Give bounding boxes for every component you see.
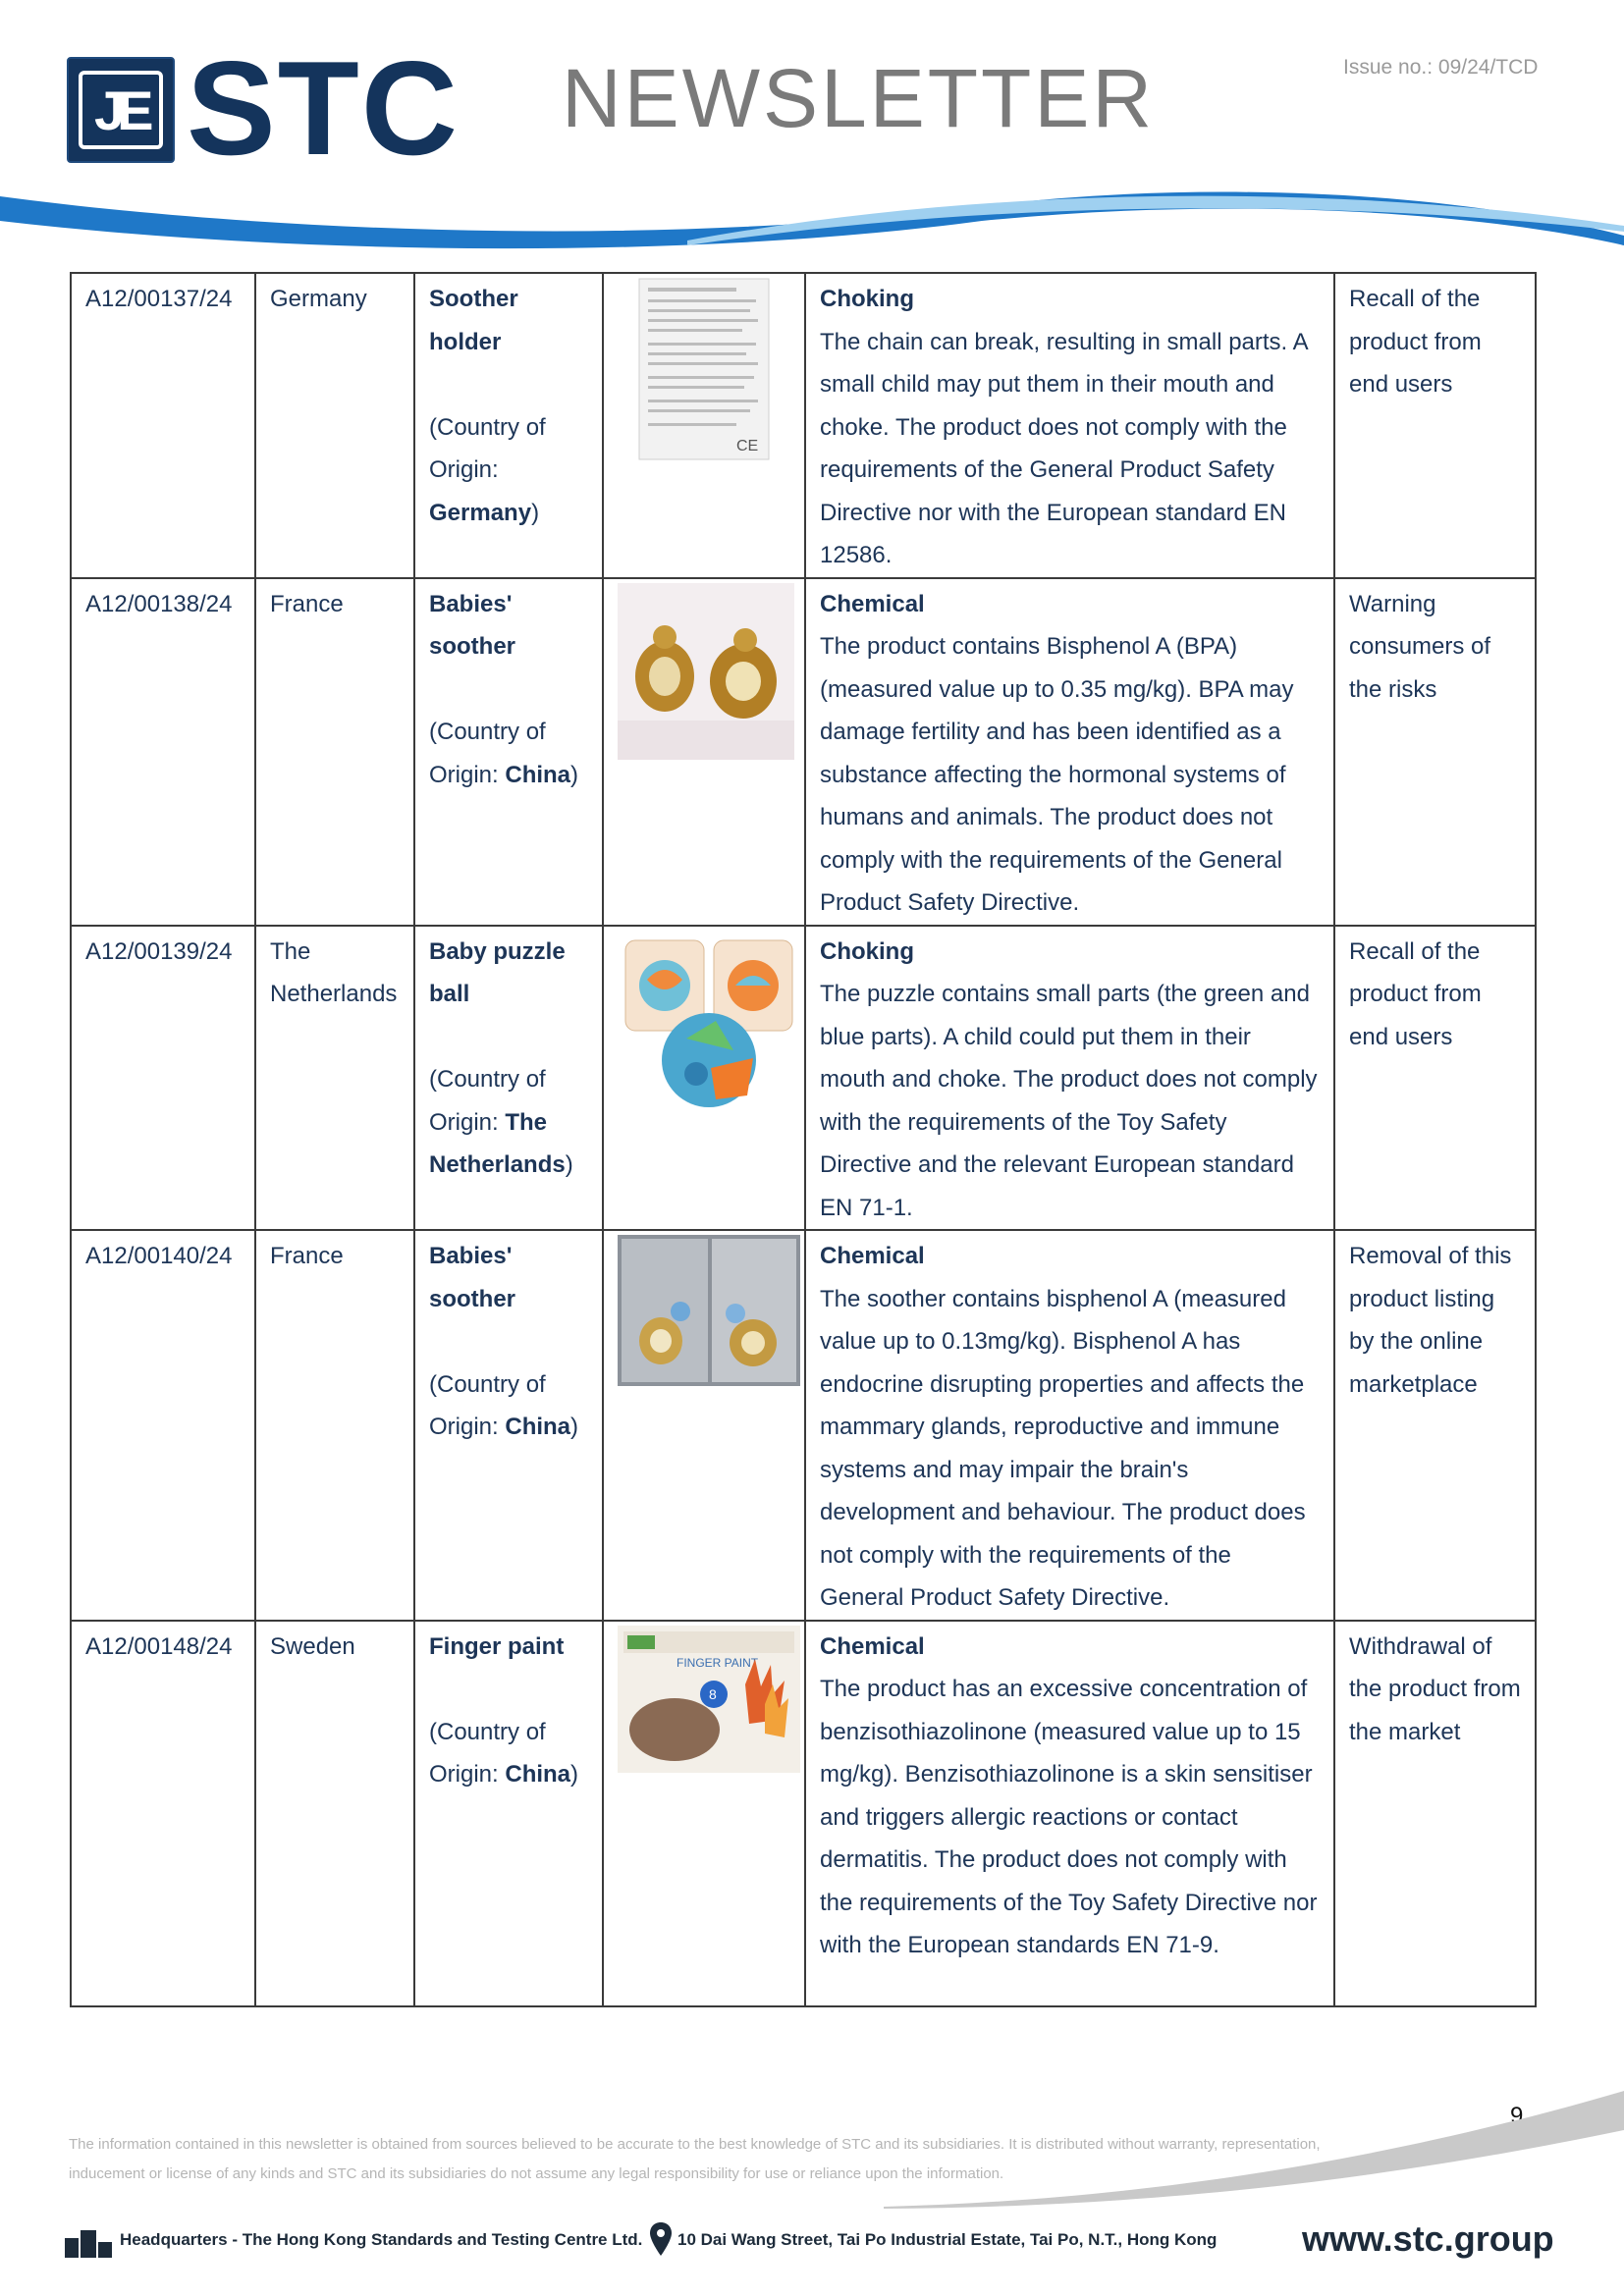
reference-cell: [71, 926, 255, 1231]
product-cell: [414, 1230, 603, 1621]
country-of-origin: [429, 1058, 588, 1187]
notifying-country: Germany: [270, 286, 367, 312]
risk-cell: [805, 273, 1334, 578]
building-icon: [65, 2224, 112, 2258]
product-name: Babies' soother: [429, 1243, 516, 1312]
reference-number: A12/00140/24: [85, 1243, 233, 1269]
svg-text:CE: CE: [736, 438, 759, 454]
measures-taken: Removal of this product listing by the online marketplace: [1349, 1243, 1512, 1398]
origin-label: (Country of Origin:: [429, 719, 546, 788]
reference-number: A12/00139/24: [85, 937, 233, 965]
product-photo-puzzle-ball: [618, 931, 790, 1113]
measures-taken: Withdrawal of the product from the market: [1349, 1632, 1521, 1745]
risk-cell: [805, 1621, 1334, 2006]
product-name: Finger paint: [429, 1632, 565, 1660]
country-of-origin: [429, 1363, 588, 1449]
origin-country: Germany: [429, 499, 532, 526]
headquarters-text: Headquarters - The Hong Kong Standards and Testing Centre Ltd.: [120, 2230, 643, 2249]
country-of-origin: [429, 711, 588, 796]
logo-text: STC: [187, 33, 460, 183]
origin-label: (Country of Origin:: [429, 413, 546, 483]
measures-taken: Warning consumers of the risks: [1349, 590, 1491, 703]
product-cell: [414, 578, 603, 926]
notifying-country-cell: [255, 1621, 414, 2006]
logo-mark-letters: JE: [94, 80, 146, 141]
risk-cell: [805, 578, 1334, 926]
svg-text:FINGER PAINT: FINGER PAINT: [677, 1655, 759, 1670]
risk-description: The soother contains bisphenol A (measured value up to 0.13mg/kg). Bisphenol A has endocrine disrupting properties and affects the mammary glands, reproductive and immune systems and may impair the brain's development and behaviour. The product does not comply with the requirements of the General Product Safety Directive.: [820, 1285, 1306, 1611]
reference-number: A12/00148/24: [85, 1632, 233, 1660]
origin-label: (Country of Origin:: [429, 1718, 546, 1788]
risk-description: The puzzle contains small parts (the green and blue parts). A child could put them in their mouth and choke. The product does not comply with the requirements of the Toy Safety Directive and the relevant European standard EN 71-1.: [820, 981, 1318, 1221]
measures-cell: [1334, 1230, 1536, 1621]
risk-type: Chemical: [820, 590, 925, 617]
origin-country: The Netherlands: [429, 1108, 566, 1178]
product-photo-finger-paint: [618, 1626, 790, 1773]
notifying-country-cell: [255, 926, 414, 1231]
page-number: 9: [1510, 2103, 1524, 2129]
product-cell: [414, 273, 603, 578]
product-cell: [414, 1621, 603, 2006]
origin-country: China: [505, 761, 571, 788]
measures-cell: [1334, 273, 1536, 578]
origin-close: ): [570, 1414, 579, 1440]
origin-country: China: [505, 1761, 571, 1788]
stc-logo-icon: [67, 57, 175, 163]
newsletter-title: NEWSLETTER: [562, 52, 1156, 144]
header-swoosh-icon: [0, 177, 1624, 265]
country-of-origin: [429, 406, 588, 535]
measures-taken: Recall of the product from end users: [1349, 286, 1482, 398]
reference-cell: [71, 1621, 255, 2006]
table-row: [71, 1621, 1536, 2006]
product-image-cell: [603, 273, 805, 578]
issue-number: Issue no.: 09/24/TCD: [1343, 56, 1539, 79]
table-row: [71, 926, 1536, 1231]
notifying-country-cell: [255, 273, 414, 578]
notifying-country: France: [270, 1243, 344, 1269]
svg-text:8: 8: [709, 1685, 717, 1702]
risk-cell: [805, 926, 1334, 1231]
risk-type: Choking: [820, 286, 914, 312]
location-pin-icon: [650, 2222, 672, 2256]
product-image-cell: [603, 926, 805, 1231]
product-name: Babies' soother: [429, 590, 516, 660]
product-image-cell: [603, 1230, 805, 1621]
website-link[interactable]: www.stc.group: [1302, 2218, 1554, 2259]
country-of-origin: [429, 1711, 588, 1796]
reference-number: A12/00138/24: [85, 590, 233, 617]
measures-cell: [1334, 578, 1536, 926]
table-row: [71, 273, 1536, 578]
product-name: Soother holder: [429, 286, 518, 355]
recall-table: [70, 272, 1537, 2007]
risk-description: The product has an excessive concentration of benzisothiazolinone (measured value up to 15 mg/kg). Benzisothiazolinone is a skin sensitiser and triggers allergic reactions or contact dermatitis. The product does not comply with the requirements of the Toy Safety Directive nor with the European standards EN 71-9.: [820, 1676, 1318, 1958]
notifying-country: Sweden: [270, 1632, 355, 1660]
product-image-cell: [603, 578, 805, 926]
newsletter-header: [0, 0, 1624, 265]
risk-type: Chemical: [820, 1632, 925, 1660]
table-row: [71, 578, 1536, 926]
reference-cell: [71, 273, 255, 578]
risk-type: Choking: [820, 937, 914, 965]
origin-label: (Country of Origin:: [429, 1066, 546, 1136]
risk-description: The product contains Bisphenol A (BPA) (measured value up to 0.35 mg/kg). BPA may damage fertility and has been identified as a substance affecting the hormonal systems of humans and animals. The product does not comply with the requirements of the General Product Safety Directive.: [820, 633, 1294, 916]
product-cell: [414, 926, 603, 1231]
origin-close: ): [570, 761, 579, 788]
reference-number: A12/00137/24: [85, 286, 233, 312]
origin-close: ): [531, 499, 540, 526]
measures-taken: Recall of the product from end users: [1349, 937, 1482, 1050]
origin-close: ): [570, 1761, 579, 1788]
origin-label: (Country of Origin:: [429, 1370, 546, 1440]
product-photo-gold-soothers: [618, 583, 790, 760]
risk-cell: [805, 1230, 1334, 1621]
product-image-cell: [603, 1621, 805, 2006]
address-text: 10 Dai Wang Street, Tai Po Industrial Estate, Tai Po, N.T., Hong Kong: [677, 2230, 1218, 2249]
notifying-country: The Netherlands: [270, 937, 398, 1007]
product-photo-packaged-soothers: [618, 1235, 790, 1386]
risk-type: Chemical: [820, 1243, 925, 1269]
measures-cell: [1334, 926, 1536, 1231]
risk-description: The chain can break, resulting in small parts. A small child may put them in their mouth and choke. The product does not comply with the requirements of the General Product Safety Directive nor with the European standard EN 12586.: [820, 328, 1308, 568]
page-footer: [0, 2218, 1624, 2277]
measures-cell: [1334, 1621, 1536, 2006]
disclaimer-text: The information contained in this newsletter is obtained from sources believed to be accurate to the best knowledge of STC and its subsidiaries. It is distributed without warranty, representation, inducement or license of any kinds and STC and its subsidiaries do not assume any legal responsibility for use or reliance upon the information.: [69, 2136, 1321, 2182]
reference-cell: [71, 578, 255, 926]
notifying-country: France: [270, 590, 344, 617]
origin-country: China: [505, 1414, 571, 1440]
table-row: [71, 1230, 1536, 1621]
reference-cell: [71, 1230, 255, 1621]
origin-close: ): [565, 1151, 573, 1178]
logo-mark: [79, 71, 163, 149]
product-name: Baby puzzle ball: [429, 937, 566, 1007]
product-photo-soother-holder-leaflet: [618, 278, 790, 460]
notifying-country-cell: [255, 1230, 414, 1621]
notifying-country-cell: [255, 578, 414, 926]
